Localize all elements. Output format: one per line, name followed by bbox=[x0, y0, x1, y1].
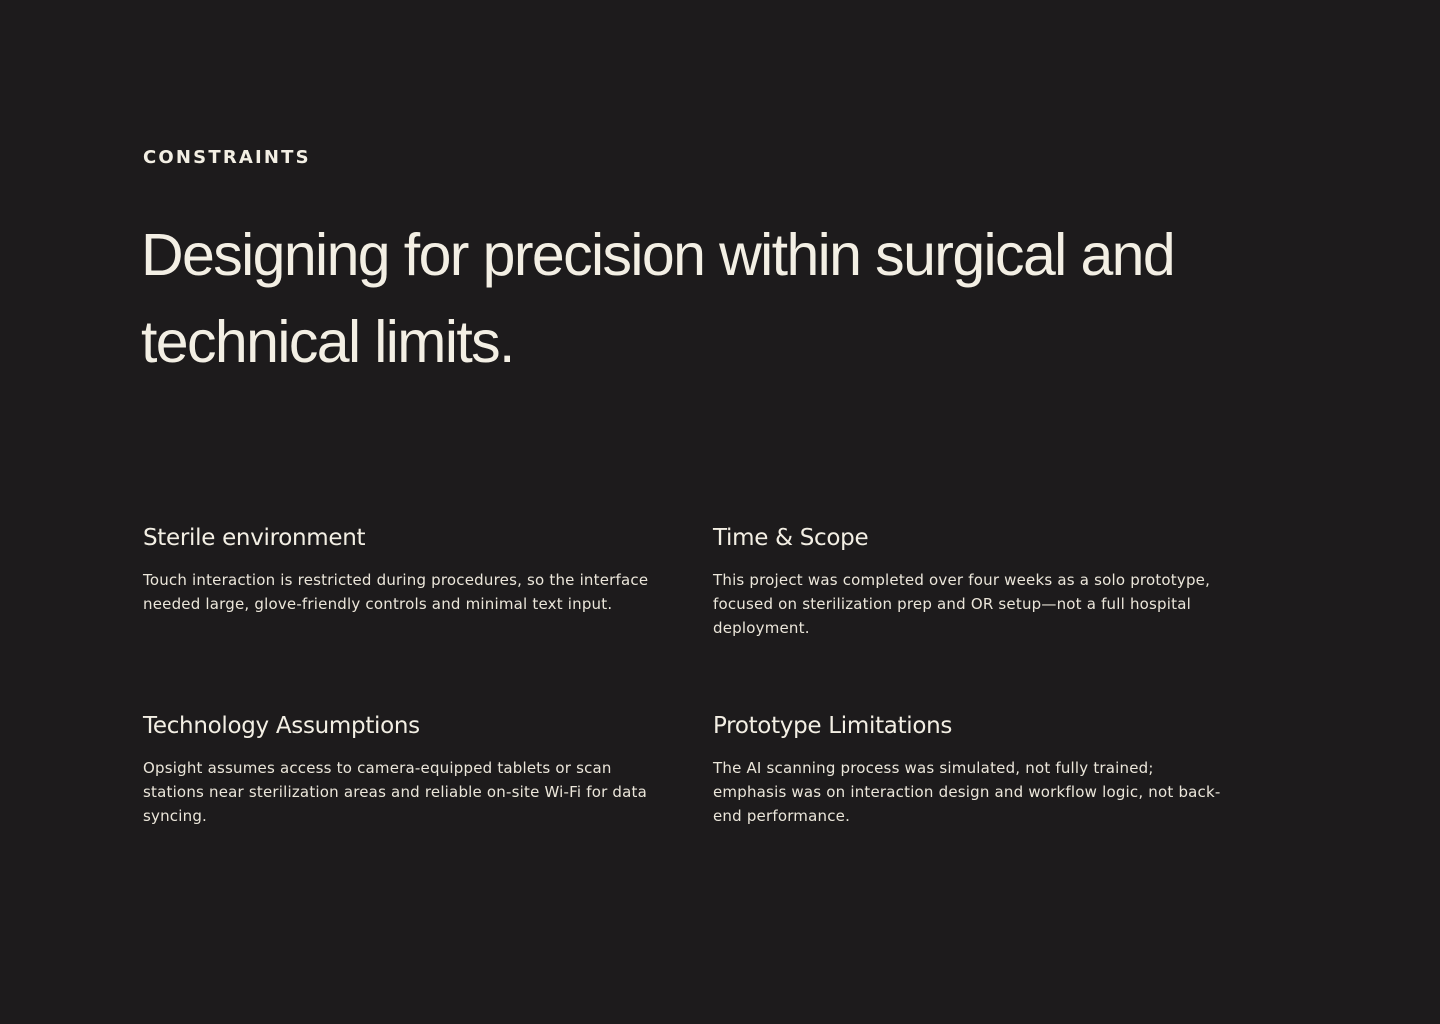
constraint-description: The AI scanning process was simulated, not fully trained; emphasis was on interaction design and workflow logic, not back-end performance. bbox=[713, 759, 1221, 825]
section-eyebrow: CONSTRAINTS bbox=[143, 147, 311, 168]
constraint-item-prototype-limitations bbox=[713, 708, 1233, 868]
constraint-item-technology-assumptions bbox=[143, 708, 713, 868]
constraint-title: Technology Assumptions bbox=[143, 713, 420, 739]
constraint-item-time-scope bbox=[713, 520, 1233, 708]
constraint-description: Opsight assumes access to camera-equipped tablets or scan stations near sterilization areas and reliable on-site Wi-Fi for data syncing. bbox=[143, 759, 648, 825]
constraint-title: Sterile environment bbox=[143, 525, 366, 551]
constraint-item-sterile-environment bbox=[143, 520, 713, 708]
constraint-description: Touch interaction is restricted during procedures, so the interface needed large, glove-friendly controls and minimal text input. bbox=[143, 571, 649, 613]
constraint-title: Time & Scope bbox=[713, 525, 869, 551]
section-headline: Designing for precision within surgical and technical limits. bbox=[141, 222, 1175, 375]
constraint-description: This project was completed over four weeks as a solo prototype, focused on sterilization prep and OR setup—not a full hospital deployment. bbox=[713, 571, 1211, 637]
constraint-title: Prototype Limitations bbox=[713, 713, 953, 739]
constraints-grid bbox=[143, 520, 1233, 868]
